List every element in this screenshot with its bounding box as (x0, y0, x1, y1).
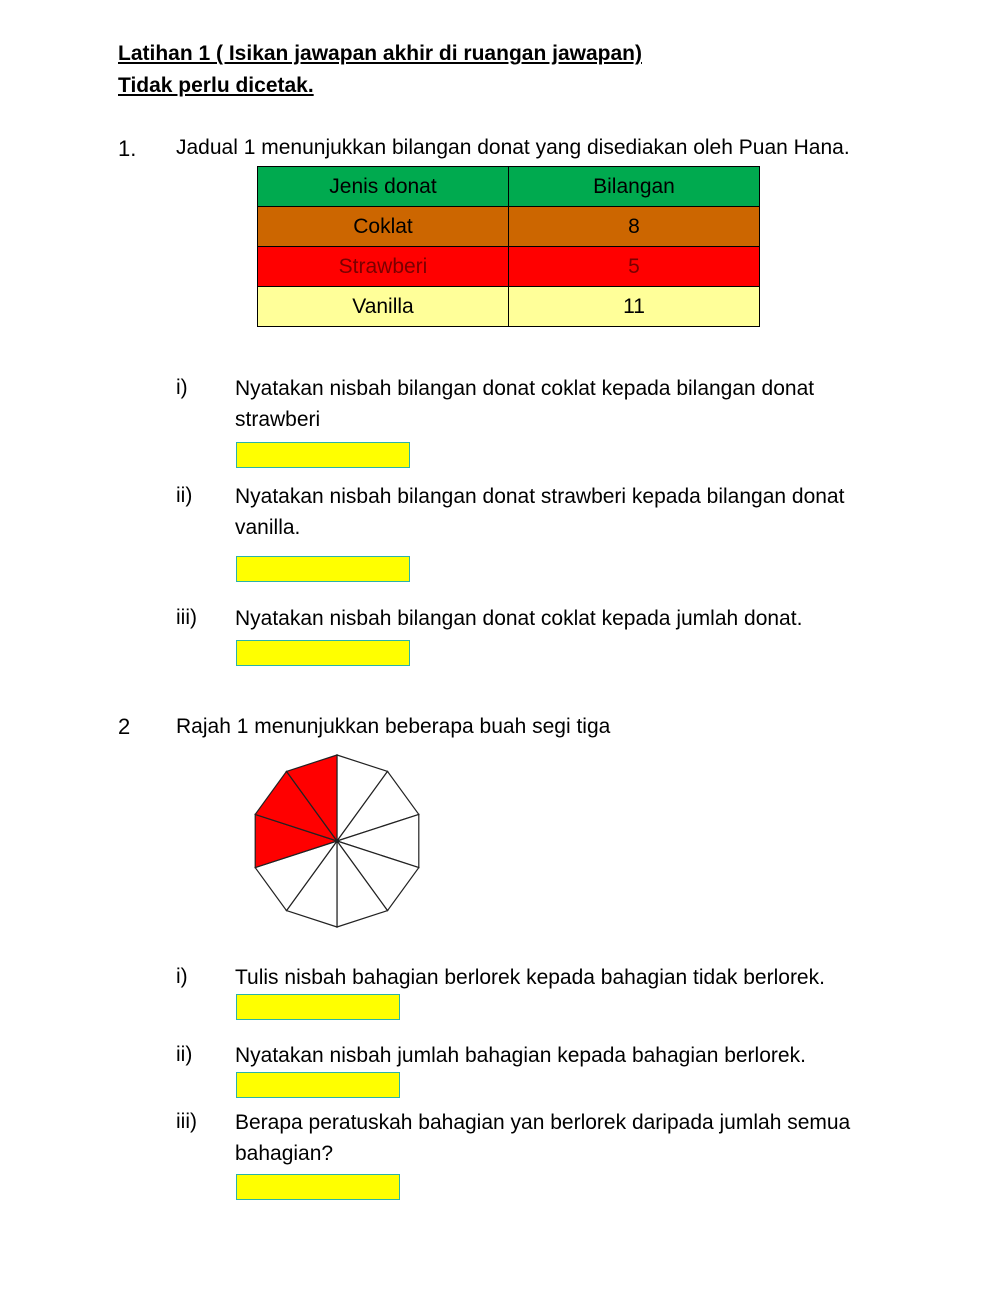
q2-part-i-text-line1: Tulis nisbah bahagian berlorek kepada bahagian tidak berlorek. (235, 966, 825, 989)
q2-part-iii-label: iii) (176, 1110, 197, 1133)
table-cell-type: Coklat (258, 207, 509, 247)
q1-part-iii-text-line1: Nyatakan nisbah bilangan donat coklat kepada jumlah donat. (235, 607, 803, 630)
q2-part-ii-answer-box[interactable] (236, 1072, 400, 1098)
question-1-number: 1. (118, 136, 137, 161)
q1-part-i-text-line1: Nyatakan nisbah bilangan donat coklat kepada bilangan donat (235, 377, 815, 400)
table-cell-type: Strawberi (258, 247, 509, 287)
q2-part-iii-text-line1: Berapa peratuskah bahagian yan berlorek daripada jumlah semua (235, 1111, 851, 1134)
table-cell-count: 11 (509, 287, 760, 327)
donut-table (257, 166, 760, 327)
q1-part-iii-answer-box[interactable] (236, 640, 410, 666)
table-cell-type: Vanilla (258, 287, 509, 327)
q1-part-ii-text-line1: Nyatakan nisbah bilangan donat strawberi kepada bilangan donat (235, 485, 845, 508)
q1-part-ii-answer-box[interactable] (236, 556, 410, 582)
q2-part-i-label: i) (176, 965, 188, 988)
table-header-type: Jenis donat (258, 167, 509, 207)
q2-part-i-answer-box[interactable] (236, 994, 400, 1020)
question-2-intro: Rajah 1 menunjukkan beberapa buah segi tiga (176, 715, 611, 738)
question-1-intro: Jadual 1 menunjukkan bilangan donat yang disediakan oleh Puan Hana. (176, 136, 850, 159)
table-row (258, 247, 760, 287)
q1-part-i-text-line2: strawberi (235, 408, 321, 431)
table-cell-count: 8 (509, 207, 760, 247)
table-cell-count: 5 (509, 247, 760, 287)
decagon-diagram (240, 745, 435, 940)
q1-part-i-answer-box[interactable] (236, 442, 410, 468)
q1-part-ii-text-line2: vanilla. (235, 516, 301, 539)
q2-part-ii-text-line1: Nyatakan nisbah jumlah bahagian kepada bahagian berlorek. (235, 1044, 806, 1067)
table-row (258, 207, 760, 247)
q1-part-iii-label: iii) (176, 606, 197, 629)
q2-part-iii-text-line2: bahagian? (235, 1142, 334, 1165)
q2-part-ii-label: ii) (176, 1043, 193, 1066)
table-header-count: Bilangan (509, 167, 760, 207)
question-2-number: 2 (118, 714, 131, 739)
q1-part-i-label: i) (176, 376, 188, 399)
worksheet-title: Latihan 1 ( Isikan jawapan akhir di ruangan jawapan) (118, 42, 642, 65)
q1-part-ii-label: ii) (176, 484, 193, 507)
table-header-row (258, 167, 760, 207)
q2-part-iii-answer-box[interactable] (236, 1174, 400, 1200)
table-row (258, 287, 760, 327)
worksheet-subtitle: Tidak perlu dicetak. (118, 74, 314, 97)
decagon-slices (255, 755, 419, 927)
